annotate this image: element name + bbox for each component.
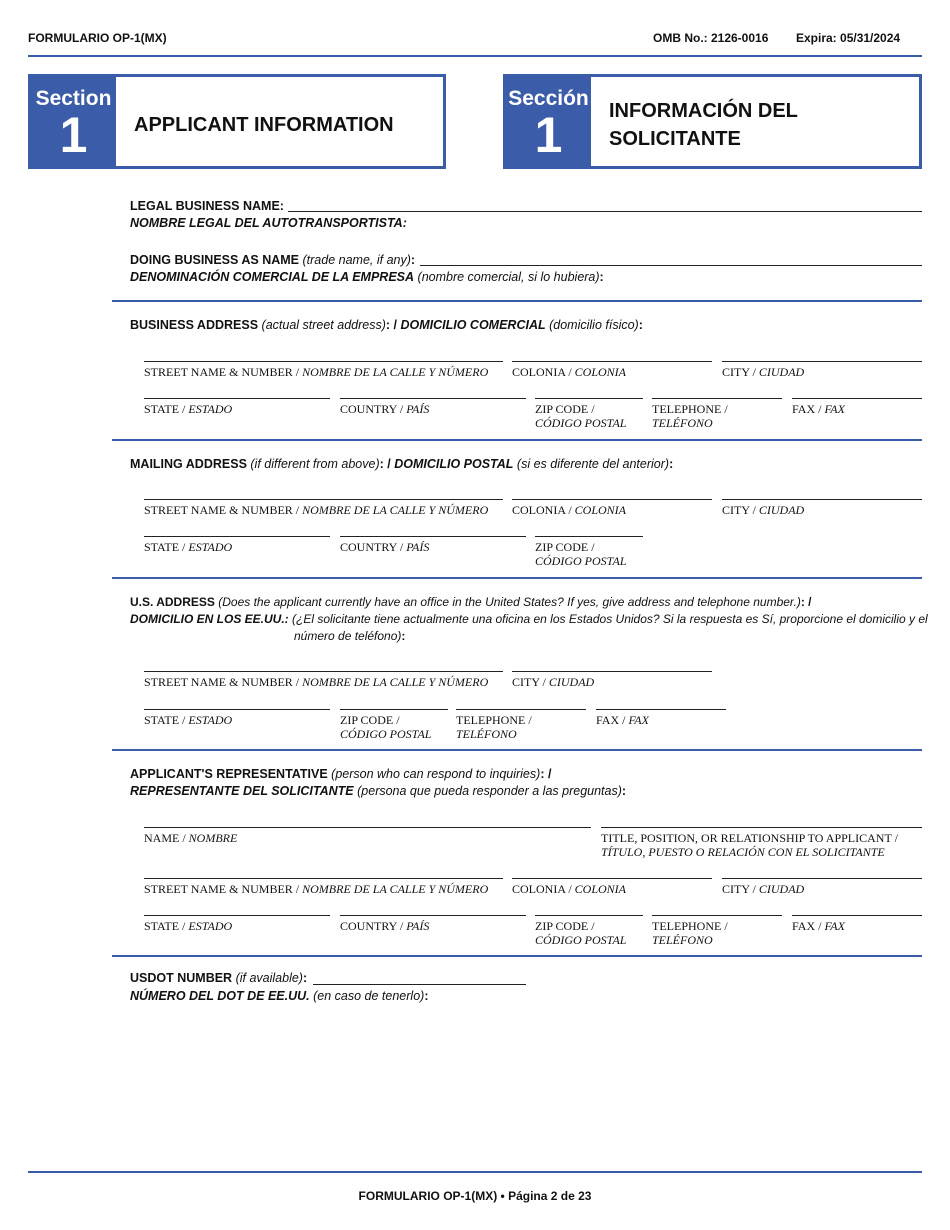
section-number-badge [31,77,116,166]
business-telephone-input[interactable] [652,398,782,399]
rep-fax-input[interactable] [792,915,922,916]
section-number: 1 [534,107,563,163]
business-state-input[interactable] [144,398,330,399]
divider [112,749,922,751]
us-zip-input[interactable] [340,709,448,710]
section-title-en: APPLICANT INFORMATION [134,114,394,136]
divider [112,955,922,957]
dba-input[interactable] [420,265,922,266]
colonia-label: COLONIA / COLONIA [512,365,627,379]
business-zip-input[interactable] [535,398,643,399]
us-telephone-input[interactable] [456,709,586,710]
divider [112,577,922,579]
business-street-input[interactable] [144,361,503,362]
divider [112,300,922,302]
us-address-label: U.S. ADDRESS (Does the applicant currently have an office in the United States? If yes, give address and telephone number.): / [130,595,812,609]
colonia-label: COLONIA / COLONIA [512,882,627,896]
us-address-label-es: DOMICILIO EN LOS EE.UU.: (¿El solicitante tiene actualmente una oficina en los Estados Unidos? Si la respuesta es Sí, proporcione el domicilio y el [130,612,928,626]
section-word: Section [35,87,112,110]
city-label: CITY / CIUDAD [722,882,805,896]
country-label: COUNTRY / PAÍS [340,402,430,416]
divider [112,439,922,441]
omb-number: OMB No.: 2126-0016 [653,31,769,45]
rep-zip-input[interactable] [535,915,643,916]
business-colonia-input[interactable] [512,361,712,362]
country-label: COUNTRY / PAÍS [340,540,430,554]
zip-label: ZIP CODE / CÓDIGO POSTAL [535,919,627,947]
street-label: STREET NAME & NUMBER / NOMBRE DE LA CALLE Y NÚMERO [144,503,489,517]
mailing-state-input[interactable] [144,536,330,537]
us-state-input[interactable] [144,709,330,710]
telephone-label: TELEPHONE / TELÉFONO [456,713,532,741]
section-word: Sección [508,87,589,110]
usdot-input[interactable] [313,984,526,985]
representative-label: APPLICANT'S REPRESENTATIVE (person who can respond to inquiries): / [130,767,552,781]
mailing-city-input[interactable] [722,499,922,500]
state-label: STATE / ESTADO [144,919,233,933]
business-fax-input[interactable] [792,398,922,399]
legal-name-label-es: NOMBRE LEGAL DEL AUTOTRANSPORTISTA: [130,216,407,230]
section-title-es-line2: SOLICITANTE [609,128,741,150]
page-footer: FORMULARIO OP-1(MX) • Página 2 de 23 [358,1189,592,1203]
street-label: STREET NAME & NUMBER / NOMBRE DE LA CALLE Y NÚMERO [144,675,489,689]
zip-label: ZIP CODE / CÓDIGO POSTAL [535,540,627,568]
rep-colonia-input[interactable] [512,878,712,879]
rep-title-input[interactable] [601,827,922,828]
city-label: CITY / CIUDAD [722,365,805,379]
title-label: TITLE, POSITION, OR RELATIONSHIP TO APPLICANT / TÍTULO, PUESTO O RELACIÓN CON EL SOLICITANTE [601,831,898,859]
city-label: CITY / CIUDAD [722,503,805,517]
us-fax-input[interactable] [596,709,726,710]
expiration-date: Expira: 05/31/2024 [796,31,901,45]
business-country-input[interactable] [340,398,526,399]
fax-label: FAX / FAX [792,402,845,416]
usdot-label: USDOT NUMBER (if available): [130,971,308,985]
mailing-zip-input[interactable] [535,536,643,537]
colonia-label: COLONIA / COLONIA [512,503,627,517]
section-number-badge [506,77,591,166]
dba-label-es: DENOMINACIÓN COMERCIAL DE LA EMPRESA (nombre comercial, si lo hubiera): [130,270,604,284]
telephone-label: TELEPHONE / TELÉFONO [652,919,728,947]
us-city-input[interactable] [512,671,712,672]
state-label: STATE / ESTADO [144,713,233,727]
mailing-street-input[interactable] [144,499,503,500]
state-label: STATE / ESTADO [144,402,233,416]
business-address-label: BUSINESS ADDRESS (actual street address): / DOMICILIO COMERCIAL (domicilio físico): [130,318,643,332]
fax-label: FAX / FAX [792,919,845,933]
rep-telephone-input[interactable] [652,915,782,916]
country-label: COUNTRY / PAÍS [340,919,430,933]
section-heading-es [503,74,922,169]
mailing-colonia-input[interactable] [512,499,712,500]
legal-name-input[interactable] [288,211,922,212]
footer-rule [28,1171,922,1173]
representative-label-es: REPRESENTANTE DEL SOLICITANTE (persona que pueda responder a las preguntas): [130,784,627,798]
header-rule [28,55,922,57]
street-label: STREET NAME & NUMBER / NOMBRE DE LA CALLE Y NÚMERO [144,882,489,896]
street-label: STREET NAME & NUMBER / NOMBRE DE LA CALLE Y NÚMERO [144,365,489,379]
rep-state-input[interactable] [144,915,330,916]
business-city-input[interactable] [722,361,922,362]
name-label: NAME / NOMBRE [144,831,238,845]
us-address-label-es-cont: número de teléfono): [294,629,406,643]
mailing-address-label: MAILING ADDRESS (if different from above): / DOMICILIO POSTAL (si es diferente del anterior): [130,457,674,471]
zip-label: ZIP CODE / CÓDIGO POSTAL [340,713,432,741]
section-title-es-line1: INFORMACIÓN DEL [609,100,798,122]
rep-name-input[interactable] [144,827,591,828]
form-id: FORMULARIO OP-1(MX) [28,31,167,45]
rep-city-input[interactable] [722,878,922,879]
zip-label: ZIP CODE / CÓDIGO POSTAL [535,402,627,430]
rep-street-input[interactable] [144,878,503,879]
rep-country-input[interactable] [340,915,526,916]
us-street-input[interactable] [144,671,503,672]
fax-label: FAX / FAX [596,713,649,727]
usdot-label-es: NÚMERO DEL DOT DE EE.UU. (en caso de tenerlo): [130,989,429,1003]
state-label: STATE / ESTADO [144,540,233,554]
dba-label: DOING BUSINESS AS NAME (trade name, if any): [130,253,416,267]
section-heading-en [28,74,446,169]
section-title-es [609,97,798,153]
section-number: 1 [59,107,88,163]
telephone-label: TELEPHONE / TELÉFONO [652,402,728,430]
mailing-country-input[interactable] [340,536,526,537]
legal-name-label: LEGAL BUSINESS NAME: [130,199,284,213]
city-label: CITY / CIUDAD [512,675,595,689]
